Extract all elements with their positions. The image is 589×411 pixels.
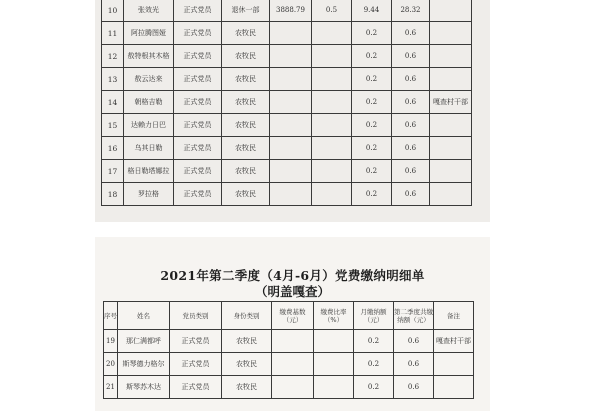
cell-rate bbox=[312, 45, 352, 68]
cell-name: 敖特根其木格 bbox=[124, 45, 174, 68]
document-subtitle: （明盖嘎查） bbox=[254, 284, 330, 299]
cell-party: 正式党员 bbox=[170, 376, 222, 399]
cell-party: 正式党员 bbox=[174, 160, 222, 183]
cell-quarter: 0.6 bbox=[392, 68, 430, 91]
cell-no: 10 bbox=[102, 0, 124, 22]
header-party-type: 党员类别 bbox=[170, 302, 222, 330]
cell-identity: 农牧民 bbox=[222, 22, 270, 45]
header-monthly: 月缴纳额（元） bbox=[354, 302, 394, 330]
member-table bbox=[103, 301, 474, 399]
cell-base bbox=[270, 45, 312, 68]
cell-rate bbox=[312, 114, 352, 137]
cell-note bbox=[430, 45, 472, 68]
table-row bbox=[102, 45, 472, 68]
cell-identity: 农牧民 bbox=[222, 353, 272, 376]
cell-identity: 农牧民 bbox=[222, 376, 272, 399]
cell-quarter: 0.6 bbox=[392, 160, 430, 183]
cell-name: 乌其日勒 bbox=[124, 137, 174, 160]
cell-no: 19 bbox=[104, 330, 118, 353]
cell-rate bbox=[314, 353, 354, 376]
cell-identity: 农牧民 bbox=[222, 114, 270, 137]
table-row bbox=[102, 114, 472, 137]
cell-party: 正式党员 bbox=[174, 68, 222, 91]
cell-monthly: 0.2 bbox=[352, 114, 392, 137]
cell-note bbox=[430, 160, 472, 183]
cell-identity: 农牧民 bbox=[222, 330, 272, 353]
cell-note bbox=[430, 137, 472, 160]
cell-quarter: 0.6 bbox=[394, 353, 434, 376]
header-no: 序号 bbox=[104, 302, 118, 330]
cell-quarter: 0.6 bbox=[394, 330, 434, 353]
cell-monthly: 9.44 bbox=[352, 0, 392, 22]
member-table-continued bbox=[101, 0, 472, 206]
cell-quarter: 0.6 bbox=[392, 183, 430, 206]
cell-no: 13 bbox=[102, 68, 124, 91]
cell-party: 正式党员 bbox=[170, 353, 222, 376]
table-row bbox=[102, 160, 472, 183]
cell-monthly: 0.2 bbox=[352, 137, 392, 160]
header-identity-type: 身份类别 bbox=[222, 302, 272, 330]
cell-note bbox=[430, 0, 472, 22]
cell-base bbox=[272, 330, 314, 353]
cell-base bbox=[270, 22, 312, 45]
table-row bbox=[104, 353, 474, 376]
cell-quarter: 0.6 bbox=[392, 45, 430, 68]
cell-no: 15 bbox=[102, 114, 124, 137]
cell-monthly: 0.2 bbox=[352, 45, 392, 68]
table-row bbox=[102, 0, 472, 22]
table-row bbox=[102, 91, 472, 114]
cell-rate bbox=[314, 376, 354, 399]
cell-no: 20 bbox=[104, 353, 118, 376]
cell-name: 那仁满都呼 bbox=[118, 330, 170, 353]
cell-party: 正式党员 bbox=[170, 330, 222, 353]
cell-note bbox=[430, 68, 472, 91]
cell-identity: 农牧民 bbox=[222, 160, 270, 183]
cell-name: 朝格吉勒 bbox=[124, 91, 174, 114]
cell-no: 14 bbox=[102, 91, 124, 114]
cell-no: 21 bbox=[104, 376, 118, 399]
cell-rate bbox=[312, 160, 352, 183]
header-note: 备注 bbox=[434, 302, 474, 330]
table-row bbox=[104, 376, 474, 399]
cell-identity: 退休一部 bbox=[222, 0, 270, 22]
cell-base bbox=[270, 114, 312, 137]
cell-quarter: 28.32 bbox=[392, 0, 430, 22]
header-rate: 缴费比率（%） bbox=[314, 302, 354, 330]
cell-party: 正式党员 bbox=[174, 45, 222, 68]
cell-base bbox=[270, 68, 312, 91]
cell-name: 敖云达来 bbox=[124, 68, 174, 91]
cell-name: 达赖力日巴 bbox=[124, 114, 174, 137]
cell-quarter: 0.6 bbox=[392, 114, 430, 137]
cell-note bbox=[434, 376, 474, 399]
cell-quarter: 0.6 bbox=[392, 137, 430, 160]
cell-note: 嘎查村干部 bbox=[434, 330, 474, 353]
cell-note: 嘎查村干部 bbox=[430, 91, 472, 114]
cell-name: 格日勒塔娜拉 bbox=[124, 160, 174, 183]
cell-monthly: 0.2 bbox=[352, 183, 392, 206]
cell-monthly: 0.2 bbox=[352, 160, 392, 183]
page-gap bbox=[0, 222, 589, 237]
cell-quarter: 0.6 bbox=[394, 376, 434, 399]
cell-base bbox=[270, 160, 312, 183]
cell-rate bbox=[312, 68, 352, 91]
cell-base bbox=[270, 91, 312, 114]
cell-identity: 农牧民 bbox=[222, 91, 270, 114]
cell-monthly: 0.2 bbox=[354, 376, 394, 399]
cell-base: 3888.79 bbox=[270, 0, 312, 22]
cell-base bbox=[270, 137, 312, 160]
cell-identity: 农牧民 bbox=[222, 183, 270, 206]
cell-name: 阿拉腾图娅 bbox=[124, 22, 174, 45]
cell-monthly: 0.2 bbox=[352, 22, 392, 45]
cell-quarter: 0.6 bbox=[392, 91, 430, 114]
cell-base bbox=[272, 353, 314, 376]
table-row bbox=[102, 183, 472, 206]
cell-no: 17 bbox=[102, 160, 124, 183]
cell-name: 斯琴德力格尔 bbox=[118, 353, 170, 376]
table-header-row bbox=[104, 302, 474, 330]
table-row bbox=[104, 330, 474, 353]
cell-rate bbox=[314, 330, 354, 353]
cell-rate bbox=[312, 91, 352, 114]
cell-rate: 0.5 bbox=[312, 0, 352, 22]
cell-monthly: 0.2 bbox=[352, 91, 392, 114]
cell-monthly: 0.2 bbox=[352, 68, 392, 91]
header-base: 缴费基数（元） bbox=[272, 302, 314, 330]
cell-name: 斯琴苏木达 bbox=[118, 376, 170, 399]
cell-name: 罗拉格 bbox=[124, 183, 174, 206]
cell-identity: 农牧民 bbox=[222, 45, 270, 68]
cell-no: 11 bbox=[102, 22, 124, 45]
cell-rate bbox=[312, 137, 352, 160]
cell-party: 正式党员 bbox=[174, 91, 222, 114]
cell-base bbox=[272, 376, 314, 399]
cell-no: 16 bbox=[102, 137, 124, 160]
table-row bbox=[102, 137, 472, 160]
cell-party: 正式党员 bbox=[174, 114, 222, 137]
header-name: 姓名 bbox=[118, 302, 170, 330]
cell-monthly: 0.2 bbox=[354, 353, 394, 376]
cell-party: 正式党员 bbox=[174, 0, 222, 22]
cell-note bbox=[430, 183, 472, 206]
cell-name: 张效光 bbox=[124, 0, 174, 22]
cell-identity: 农牧民 bbox=[222, 137, 270, 160]
cell-party: 正式党员 bbox=[174, 137, 222, 160]
cell-rate bbox=[312, 183, 352, 206]
cell-no: 12 bbox=[102, 45, 124, 68]
cell-note bbox=[434, 353, 474, 376]
header-quarter-total: 第二季度共缴纳额（元） bbox=[394, 302, 434, 330]
cell-party: 正式党员 bbox=[174, 22, 222, 45]
table-row bbox=[102, 68, 472, 91]
cell-identity: 农牧民 bbox=[222, 68, 270, 91]
table-row bbox=[102, 22, 472, 45]
cell-party: 正式党员 bbox=[174, 183, 222, 206]
cell-quarter: 0.6 bbox=[392, 22, 430, 45]
cell-note bbox=[430, 114, 472, 137]
cell-note bbox=[430, 22, 472, 45]
cell-rate bbox=[312, 22, 352, 45]
cell-no: 18 bbox=[102, 183, 124, 206]
cell-base bbox=[270, 183, 312, 206]
document-title: 2021年第二季度（4月-6月）党费缴纳明细单 bbox=[160, 268, 425, 283]
cell-monthly: 0.2 bbox=[354, 330, 394, 353]
